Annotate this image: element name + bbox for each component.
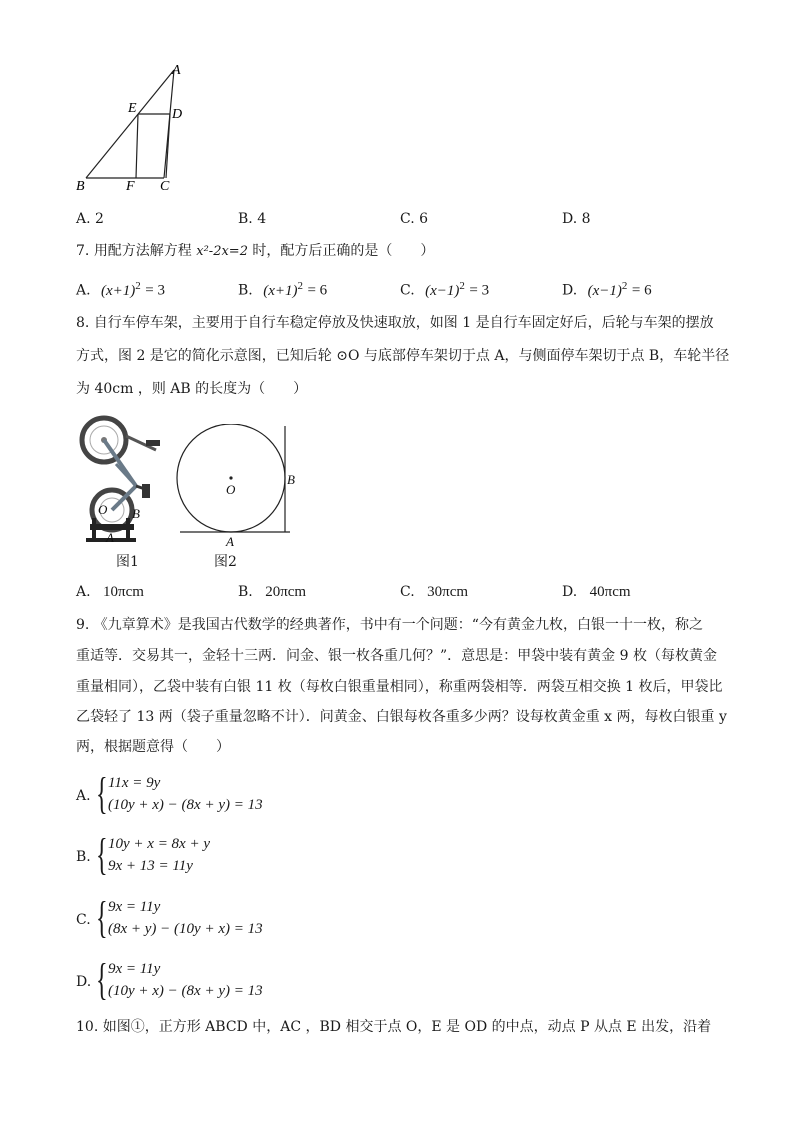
q8-stem-line2: 方式，图 2 是它的简化示意图，已知后轮 ⊙O 与底部停车架切于点 A，与侧面停车架切于点 B，车轮半径	[76, 348, 730, 364]
q7-stem: 7. 用配方法解方程 x²-2x=2 时，配方后正确的是（ ）	[76, 243, 435, 259]
q8-stem-line3: 为 40cm ，则 AB 的长度为（ ）	[76, 381, 308, 397]
q8-option-c[interactable]: C. 30πcm	[400, 584, 469, 600]
q9-stem-line2: 重适等．交易其一，金轻十三两．问金、银一枚各重几何？”．意思是：甲袋中装有黄金 9 枚（每枚黄金	[76, 648, 717, 664]
q9-stem-line5: 两，根据题意得（ ）	[76, 739, 230, 755]
q7-option-c[interactable]: C. $(x-1)^2 = 3$	[400, 280, 490, 299]
brace-icon: {	[96, 893, 108, 942]
q6-option-a[interactable]: A. 2	[76, 211, 104, 227]
label-D: D	[172, 107, 183, 122]
q8-option-b[interactable]: B. 20πcm	[238, 584, 307, 600]
brace-icon: {	[96, 830, 108, 879]
label-E: E	[128, 101, 137, 116]
q7-option-b[interactable]: B. $(x+1)^2 = 6$	[238, 280, 328, 299]
q9-stem-line4: 乙袋轻了 13 两（袋子重量忽略不计）．问黄金、白银每枚各重多少两？设每枚黄金重 x 两，每枚白银重 y	[76, 709, 727, 725]
fig2-label-B: B	[287, 472, 295, 487]
fig2-label-O: O	[226, 482, 236, 497]
label-B: B	[76, 179, 85, 194]
q9-option-a[interactable]: A. { 11x = 9y (10y + x) − (8x + y) = 13	[76, 769, 263, 818]
brace-icon: {	[96, 955, 108, 1004]
brace-icon: {	[96, 769, 108, 818]
bicycle-photo	[76, 414, 172, 548]
q9-stem-line3: 重量相同），乙袋中装有白银 11 枚（每枚白银重量相同），称重两袋相等．两袋互相交换 1 枚后，甲袋比	[76, 679, 723, 695]
fig2-label-A: A	[226, 534, 234, 548]
q9-option-b[interactable]: B. { 10y + x = 8x + y 9x + 13 = 11y	[76, 830, 210, 879]
triangle-figure	[70, 60, 200, 200]
q7-option-d[interactable]: D. $(x-1)^2 = 6$	[562, 280, 652, 299]
fig1-caption: 图1	[116, 554, 139, 570]
q8-option-a[interactable]: A. 10πcm	[76, 584, 144, 600]
q9-stem-line1: 9. 《九章算术》是我国古代数学的经典著作，书中有一个问题：“今有黄金九枚，白银一十一枚，称之	[76, 617, 703, 633]
fig1-label-B: B	[132, 506, 140, 521]
circle-tangent-figure	[176, 424, 300, 548]
q6-option-c[interactable]: C. 6	[400, 211, 429, 227]
q6-option-b[interactable]: B. 4	[238, 211, 267, 227]
q7-option-a[interactable]: A. $(x+1)^2 = 3$	[76, 280, 165, 299]
q8-stem-line1: 8. 自行车停车架，主要用于自行车稳定停放及快速取放，如图 1 是自行车固定好后，后轮与车架的摆放	[76, 315, 714, 331]
fig1-label-O: O	[98, 502, 108, 517]
q8-option-d[interactable]: D. 40πcm	[562, 584, 631, 600]
label-C: C	[160, 179, 170, 194]
fig2-caption: 图2	[214, 554, 237, 570]
q9-option-d[interactable]: D. { 9x = 11y (10y + x) − (8x + y) = 13	[76, 955, 263, 1004]
fig1-label-A: A	[106, 530, 114, 545]
q6-option-d[interactable]: D. 8	[562, 211, 591, 227]
q10-stem-line1: 10. 如图①，正方形 ABCD 中，AC ，BD 相交于点 O，E 是 OD 的中点，动点 P 从点 E 出发，沿着	[76, 1019, 712, 1035]
q9-option-c[interactable]: C. { 9x = 11y (8x + y) − (10y + x) = 13	[76, 893, 263, 942]
label-F: F	[126, 179, 135, 194]
label-A: A	[172, 63, 181, 78]
